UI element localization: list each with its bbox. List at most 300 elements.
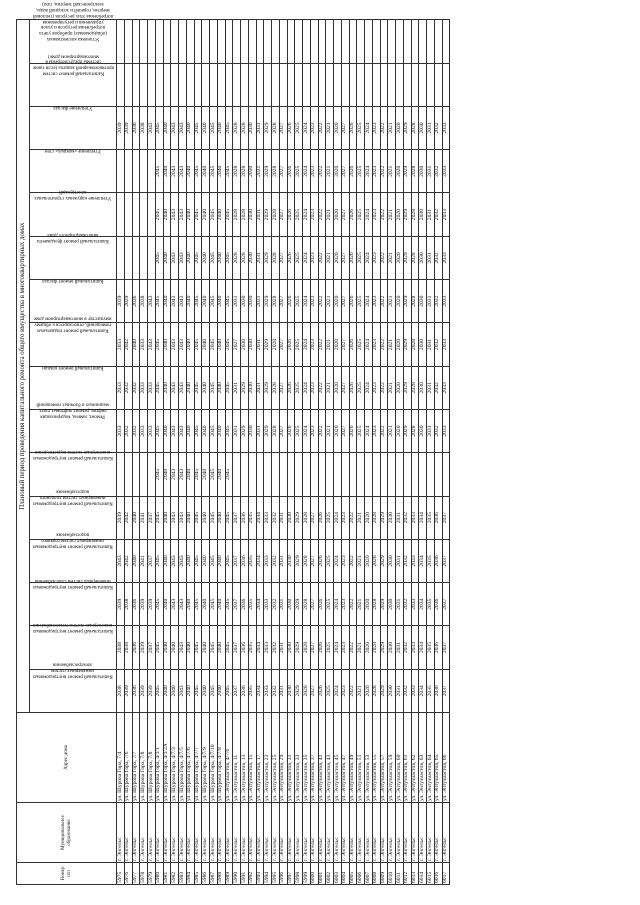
row-year-cell: 2040 xyxy=(217,626,225,669)
row-address: ул. Энтузиастов, 62 xyxy=(411,713,419,803)
row-year-cell: 2024 xyxy=(303,193,311,236)
row-year-cell: 2023 xyxy=(372,366,380,409)
table-row xyxy=(186,20,194,885)
header-work-label: Утепление наружных строительных конструкций xyxy=(34,188,112,200)
row-year-cell: 2025 xyxy=(357,193,365,236)
row-municipality: г. Энгельс xyxy=(186,803,194,863)
row-year-cell: 2025 xyxy=(357,236,365,279)
row-year-cell: 2032 xyxy=(132,409,140,452)
row-address: ул. Шурова Гора, 7/8 xyxy=(148,713,156,803)
row-year-cell: 2023 xyxy=(372,106,380,149)
row-address: ул. Шурова Гора, 4/7/10 xyxy=(210,713,218,803)
row-year-cell: 2022 xyxy=(318,193,326,236)
row-year-cell: 2040 xyxy=(202,539,210,582)
row-year-cell xyxy=(310,20,318,63)
row-year-cell: 2045 xyxy=(210,236,218,279)
row-year-cell: 2027 xyxy=(279,366,287,409)
row-year-cell: 2028 xyxy=(372,539,380,582)
row-year-cell: 2031 xyxy=(427,323,435,366)
row-year-cell: 2045 xyxy=(194,366,202,409)
row-year-cell: 2023 xyxy=(310,409,318,452)
row-year-cell: 2027 xyxy=(279,106,287,149)
row-year-cell: 2035 xyxy=(427,539,435,582)
row-year-cell: 2020 xyxy=(365,583,373,626)
row-year-cell: 2020 xyxy=(334,106,342,149)
row-year-cell: 2030 xyxy=(419,323,427,366)
row-year-cell xyxy=(411,20,419,63)
row-year-cell: 2029 xyxy=(295,539,303,582)
row-year-cell: 2035 xyxy=(248,539,256,582)
row-year-cell xyxy=(163,20,171,63)
row-year-cell: 2045 xyxy=(194,106,202,149)
row-year-cell: 2043 xyxy=(148,106,156,149)
row-address: ул. Энтузиастов, 17 xyxy=(256,713,264,803)
row-year-cell xyxy=(194,63,202,106)
row-year-cell: 2028 xyxy=(372,669,380,712)
row-year-cell: 2037 xyxy=(233,669,241,712)
row-year-cell: 2031 xyxy=(233,409,241,452)
row-year-cell: 2034 xyxy=(256,539,264,582)
row-year-cell: 2020 xyxy=(396,193,404,236)
row-year-cell: 2043 xyxy=(117,539,125,582)
table-row xyxy=(264,20,272,885)
row-year-cell: 2037 xyxy=(148,496,156,539)
row-year-cell xyxy=(403,63,411,106)
row-municipality: г. Энгельс xyxy=(411,803,419,863)
row-municipality: г. Энгельс xyxy=(287,803,295,863)
row-year-cell: 2028 xyxy=(241,236,249,279)
row-year-cell: 2024 xyxy=(365,150,373,193)
row-year-cell: 2033 xyxy=(117,409,125,452)
row-address: ул. Шурова Гора, 4/7/3 xyxy=(171,713,179,803)
row-year-cell: 2025 xyxy=(295,409,303,452)
row-year-cell xyxy=(380,63,388,106)
row-year-cell: 2020 xyxy=(334,280,342,323)
row-number: 6001 xyxy=(318,863,326,885)
row-year-cell: 2026 xyxy=(318,539,326,582)
row-address: ул. Энтузиастов, 66 xyxy=(442,713,450,803)
table-row xyxy=(233,20,241,885)
table-row xyxy=(419,20,427,885)
row-year-cell: 2037 xyxy=(233,583,241,626)
table-row xyxy=(272,20,280,885)
row-year-cell xyxy=(241,63,249,106)
row-year-cell: 2033 xyxy=(140,366,148,409)
row-year-cell: 2021 xyxy=(357,669,365,712)
row-year-cell: 2023 xyxy=(310,106,318,149)
row-year-cell: 2027 xyxy=(310,669,318,712)
row-year-cell: 2032 xyxy=(434,323,442,366)
row-year-cell: 2027 xyxy=(279,280,287,323)
row-year-cell: 2043 xyxy=(179,193,187,236)
row-municipality: г. Энгельс xyxy=(380,803,388,863)
row-address: ул. Энтузиастов, 64 xyxy=(427,713,435,803)
row-year-cell: 2029 xyxy=(403,409,411,452)
row-year-cell: 2032 xyxy=(124,409,132,452)
row-year-cell: 2029 xyxy=(403,150,411,193)
row-year-cell xyxy=(117,236,125,279)
row-year-cell: 2040 xyxy=(186,496,194,539)
header-work-label: Капитальный ремонт внутридомовых инженерных систем электроснабжения xyxy=(32,662,114,679)
row-year-cell: 2043 xyxy=(171,150,179,193)
table-row xyxy=(427,20,435,885)
row-year-cell: 2039 xyxy=(140,669,148,712)
row-year-cell: 2021 xyxy=(388,366,396,409)
row-year-cell: 2022 xyxy=(380,193,388,236)
row-year-cell xyxy=(140,236,148,279)
row-year-cell: 2037 xyxy=(233,496,241,539)
row-year-cell: 2026 xyxy=(318,626,326,669)
row-year-cell xyxy=(132,236,140,279)
row-year-cell: 2040 xyxy=(202,280,210,323)
row-year-cell: 2028 xyxy=(272,106,280,149)
row-year-cell xyxy=(124,236,132,279)
row-year-cell xyxy=(349,20,357,63)
row-year-cell xyxy=(442,63,450,106)
row-year-cell: 2043 xyxy=(179,106,187,149)
row-year-cell: 2041 xyxy=(140,539,148,582)
row-year-cell: 2032 xyxy=(403,626,411,669)
row-year-cell xyxy=(202,63,210,106)
row-year-cell: 2030 xyxy=(287,626,295,669)
header-work-label: Капитальный ремонт внутридомовых инженерных систем газоснабжения xyxy=(32,578,114,590)
row-year-cell: 2023 xyxy=(341,583,349,626)
table-row xyxy=(194,20,202,885)
row-number: 5987 xyxy=(210,863,218,885)
row-municipality: г. Энгельс xyxy=(442,803,450,863)
row-year-cell: 2043 xyxy=(171,280,179,323)
row-year-cell: 2029 xyxy=(380,583,388,626)
row-year-cell xyxy=(117,453,125,496)
row-year-cell: 2045 xyxy=(155,366,163,409)
row-year-cell: 2040 xyxy=(186,236,194,279)
row-year-cell: 2020 xyxy=(334,193,342,236)
table-row xyxy=(403,20,411,885)
row-year-cell: 2023 xyxy=(341,539,349,582)
row-year-cell: 2032 xyxy=(272,496,280,539)
row-year-cell: 2045 xyxy=(225,539,233,582)
row-address: ул. Энтузиастов, 11 xyxy=(233,713,241,803)
row-year-cell: 2037 xyxy=(442,669,450,712)
row-year-cell: 2040 xyxy=(163,323,171,366)
table-row xyxy=(279,20,287,885)
row-number: 6015 xyxy=(427,863,435,885)
row-year-cell: 2043 xyxy=(148,323,156,366)
table-row xyxy=(341,20,349,885)
row-year-cell: 2026 xyxy=(349,150,357,193)
row-year-cell: 2027 xyxy=(341,193,349,236)
row-number: 6012 xyxy=(403,863,411,885)
row-municipality: г. Энгельс xyxy=(117,803,125,863)
table-row xyxy=(163,20,171,885)
row-year-cell: 2020 xyxy=(396,366,404,409)
row-year-cell: 2045 xyxy=(194,280,202,323)
row-year-cell: 2045 xyxy=(210,539,218,582)
row-year-cell: 2038 xyxy=(124,626,132,669)
row-year-cell: 2025 xyxy=(295,193,303,236)
row-year-cell: 2043 xyxy=(171,409,179,452)
row-year-cell xyxy=(140,20,148,63)
row-year-cell xyxy=(248,20,256,63)
row-year-cell: 2038 xyxy=(124,583,132,626)
row-number: 5979 xyxy=(148,863,156,885)
row-year-cell: 2045 xyxy=(210,669,218,712)
row-year-cell xyxy=(272,63,280,106)
row-year-cell: 2024 xyxy=(303,236,311,279)
row-year-cell xyxy=(380,20,388,63)
row-year-cell: 2023 xyxy=(310,150,318,193)
row-year-cell xyxy=(241,20,249,63)
row-year-cell: 2040 xyxy=(163,453,171,496)
row-year-cell xyxy=(310,453,318,496)
row-year-cell: 2024 xyxy=(365,366,373,409)
table-row xyxy=(318,20,326,885)
row-number: 6010 xyxy=(388,863,396,885)
row-year-cell: 2036 xyxy=(241,583,249,626)
row-year-cell: 2043 xyxy=(179,366,187,409)
row-year-cell: 2039 xyxy=(140,626,148,669)
row-year-cell: 2029 xyxy=(264,366,272,409)
row-year-cell: 2031 xyxy=(256,193,264,236)
row-year-cell: 2031 xyxy=(279,626,287,669)
row-address: ул. Шурова Гора, 7/4 xyxy=(117,713,125,803)
row-year-cell: 2022 xyxy=(380,366,388,409)
header-work-4 xyxy=(30,532,117,582)
row-year-cell: 2045 xyxy=(225,453,233,496)
row-year-cell: 2026 xyxy=(287,409,295,452)
row-year-cell: 2045 xyxy=(225,366,233,409)
row-year-cell: 2021 xyxy=(326,323,334,366)
row-year-cell: 2040 xyxy=(217,583,225,626)
row-address: ул. Энтузиастов, 49 xyxy=(349,713,357,803)
row-year-cell: 2031 xyxy=(427,106,435,149)
row-year-cell: 2030 xyxy=(419,106,427,149)
row-number: 5986 xyxy=(202,863,210,885)
row-number: 5989 xyxy=(225,863,233,885)
table-row xyxy=(140,20,148,885)
row-year-cell: 2040 xyxy=(217,366,225,409)
table-row xyxy=(357,20,365,885)
row-year-cell: 2045 xyxy=(225,583,233,626)
row-year-cell xyxy=(349,453,357,496)
row-year-cell: 2032 xyxy=(403,583,411,626)
row-year-cell: 2026 xyxy=(349,323,357,366)
row-year-cell: 2022 xyxy=(349,626,357,669)
row-address: ул. Шурова Гора, 4/7/9 xyxy=(202,713,210,803)
row-year-cell: 2040 xyxy=(132,496,140,539)
row-year-cell xyxy=(148,193,156,236)
row-year-cell: 2040 xyxy=(163,366,171,409)
row-year-cell xyxy=(326,20,334,63)
row-year-cell: 2043 xyxy=(179,236,187,279)
row-municipality: г. Энгельс xyxy=(272,803,280,863)
table-row xyxy=(241,20,249,885)
row-year-cell: 2029 xyxy=(403,193,411,236)
row-municipality: г. Энгельс xyxy=(163,803,171,863)
row-year-cell xyxy=(179,20,187,63)
row-year-cell: 2043 xyxy=(171,453,179,496)
row-year-cell: 2038 xyxy=(117,669,125,712)
row-year-cell: 2040 xyxy=(202,366,210,409)
row-year-cell: 2036 xyxy=(241,539,249,582)
row-year-cell: 2040 xyxy=(202,150,210,193)
table-row xyxy=(388,20,396,885)
row-year-cell: 2035 xyxy=(427,583,435,626)
row-year-cell: 2024 xyxy=(303,280,311,323)
row-address: ул. Энтузиастов, 53 xyxy=(365,713,373,803)
row-municipality: г. Энгельс xyxy=(171,803,179,863)
row-year-cell: 2032 xyxy=(434,236,442,279)
header-address: Адрес дома xyxy=(17,713,117,803)
row-year-cell xyxy=(303,20,311,63)
row-municipality: г. Энгельс xyxy=(202,803,210,863)
header-work-label: Капитальный ремонт внутридомовых инженерных систем холодного водоснабжения xyxy=(32,488,114,506)
row-year-cell: 2029 xyxy=(264,106,272,149)
row-year-cell: 2028 xyxy=(411,409,419,452)
table-row xyxy=(148,20,156,885)
row-year-cell: 2045 xyxy=(210,453,218,496)
row-year-cell: 2021 xyxy=(388,106,396,149)
row-year-cell: 2036 xyxy=(241,669,249,712)
row-year-cell: 2022 xyxy=(380,409,388,452)
row-year-cell: 2026 xyxy=(318,669,326,712)
row-year-cell: 2024 xyxy=(334,626,342,669)
row-number: 6011 xyxy=(396,863,404,885)
row-year-cell: 2036 xyxy=(434,669,442,712)
row-year-cell: 2029 xyxy=(380,626,388,669)
row-year-cell: 2028 xyxy=(272,366,280,409)
row-year-cell: 2026 xyxy=(349,409,357,452)
row-year-cell: 2028 xyxy=(272,150,280,193)
row-year-cell: 2025 xyxy=(326,626,334,669)
row-number: 5982 xyxy=(171,863,179,885)
row-year-cell xyxy=(396,453,404,496)
row-year-cell: 2030 xyxy=(419,366,427,409)
row-year-cell: 2040 xyxy=(186,366,194,409)
row-year-cell: 2027 xyxy=(341,106,349,149)
row-year-cell: 2024 xyxy=(303,150,311,193)
row-year-cell: 2043 xyxy=(171,106,179,149)
row-year-cell: 2040 xyxy=(163,280,171,323)
row-year-cell: 2021 xyxy=(357,496,365,539)
row-year-cell: 2023 xyxy=(341,496,349,539)
row-year-cell: 2037 xyxy=(442,626,450,669)
row-year-cell: 2045 xyxy=(155,409,163,452)
row-year-cell: 2037 xyxy=(442,583,450,626)
row-year-cell: 2032 xyxy=(403,669,411,712)
row-year-cell: 2045 xyxy=(155,106,163,149)
row-year-cell: 2031 xyxy=(256,280,264,323)
row-year-cell: 2031 xyxy=(279,496,287,539)
row-year-cell: 2038 xyxy=(117,626,125,669)
row-year-cell: 2028 xyxy=(233,236,241,279)
row-year-cell: 2043 xyxy=(179,496,187,539)
row-year-cell: 2045 xyxy=(155,150,163,193)
row-year-cell: 2037 xyxy=(233,626,241,669)
header-num: Номер п/п xyxy=(17,863,117,885)
row-year-cell: 2037 xyxy=(442,539,450,582)
row-year-cell xyxy=(279,453,287,496)
row-number: 6007 xyxy=(365,863,373,885)
table-row xyxy=(124,20,132,885)
table-row xyxy=(349,20,357,885)
row-year-cell: 2036 xyxy=(132,626,140,669)
row-year-cell xyxy=(403,20,411,63)
row-year-cell: 2024 xyxy=(303,366,311,409)
row-number: 5995 xyxy=(272,863,280,885)
row-year-cell: 2022 xyxy=(380,150,388,193)
row-year-cell xyxy=(365,63,373,106)
row-number: 5980 xyxy=(155,863,163,885)
row-year-cell: 2027 xyxy=(233,323,241,366)
row-year-cell: 2021 xyxy=(326,150,334,193)
row-year-cell: 2021 xyxy=(326,409,334,452)
row-year-cell: 2034 xyxy=(256,669,264,712)
row-year-cell: 2022 xyxy=(318,323,326,366)
row-year-cell xyxy=(217,63,225,106)
row-municipality: г. Энгельс xyxy=(155,803,163,863)
row-year-cell: 2029 xyxy=(264,236,272,279)
row-year-cell: 2033 xyxy=(140,409,148,452)
row-year-cell: 2022 xyxy=(380,280,388,323)
row-year-cell xyxy=(256,453,264,496)
row-year-cell: 2040 xyxy=(202,323,210,366)
row-year-cell xyxy=(233,453,241,496)
row-year-cell: 2027 xyxy=(310,539,318,582)
row-year-cell: 2028 xyxy=(411,150,419,193)
row-year-cell: 2031 xyxy=(256,150,264,193)
row-year-cell: 2023 xyxy=(372,150,380,193)
row-year-cell: 2045 xyxy=(210,280,218,323)
row-municipality: г. Энгельс xyxy=(310,803,318,863)
row-municipality: г. Энгельс xyxy=(403,803,411,863)
row-year-cell: 2040 xyxy=(132,539,140,582)
row-year-cell: 2024 xyxy=(365,323,373,366)
row-address: ул. Энтузиастов, 51 xyxy=(357,713,365,803)
row-year-cell: 2045 xyxy=(210,193,218,236)
row-year-cell: 2040 xyxy=(186,539,194,582)
row-year-cell: 2025 xyxy=(357,323,365,366)
row-year-cell: 2045 xyxy=(194,150,202,193)
row-year-cell: 2025 xyxy=(295,236,303,279)
row-year-cell: 2035 xyxy=(248,626,256,669)
row-year-cell: 2021 xyxy=(388,236,396,279)
header-work-label: Капитальный ремонт внутридомовых инженерных систем водоотведения xyxy=(32,448,114,460)
row-year-cell: 2036 xyxy=(132,669,140,712)
row-year-cell: 2040 xyxy=(186,323,194,366)
table-row xyxy=(132,20,140,885)
row-year-cell: 2043 xyxy=(179,539,187,582)
row-year-cell: 2040 xyxy=(186,280,194,323)
row-year-cell xyxy=(148,453,156,496)
table-row xyxy=(248,20,256,885)
row-year-cell: 2033 xyxy=(442,193,450,236)
row-year-cell: 2036 xyxy=(434,496,442,539)
row-year-cell: 2027 xyxy=(310,583,318,626)
row-year-cell: 2031 xyxy=(233,280,241,323)
row-year-cell: 2030 xyxy=(388,583,396,626)
row-year-cell: 2033 xyxy=(148,366,156,409)
row-year-cell: 2030 xyxy=(419,150,427,193)
row-year-cell: 2040 xyxy=(217,150,225,193)
row-year-cell: 2034 xyxy=(419,539,427,582)
row-year-cell: 2020 xyxy=(334,150,342,193)
row-year-cell: 2039 xyxy=(117,280,125,323)
row-year-cell: 2031 xyxy=(256,106,264,149)
row-year-cell: 2040 xyxy=(163,106,171,149)
row-year-cell: 2030 xyxy=(287,539,295,582)
row-number: 6008 xyxy=(372,863,380,885)
